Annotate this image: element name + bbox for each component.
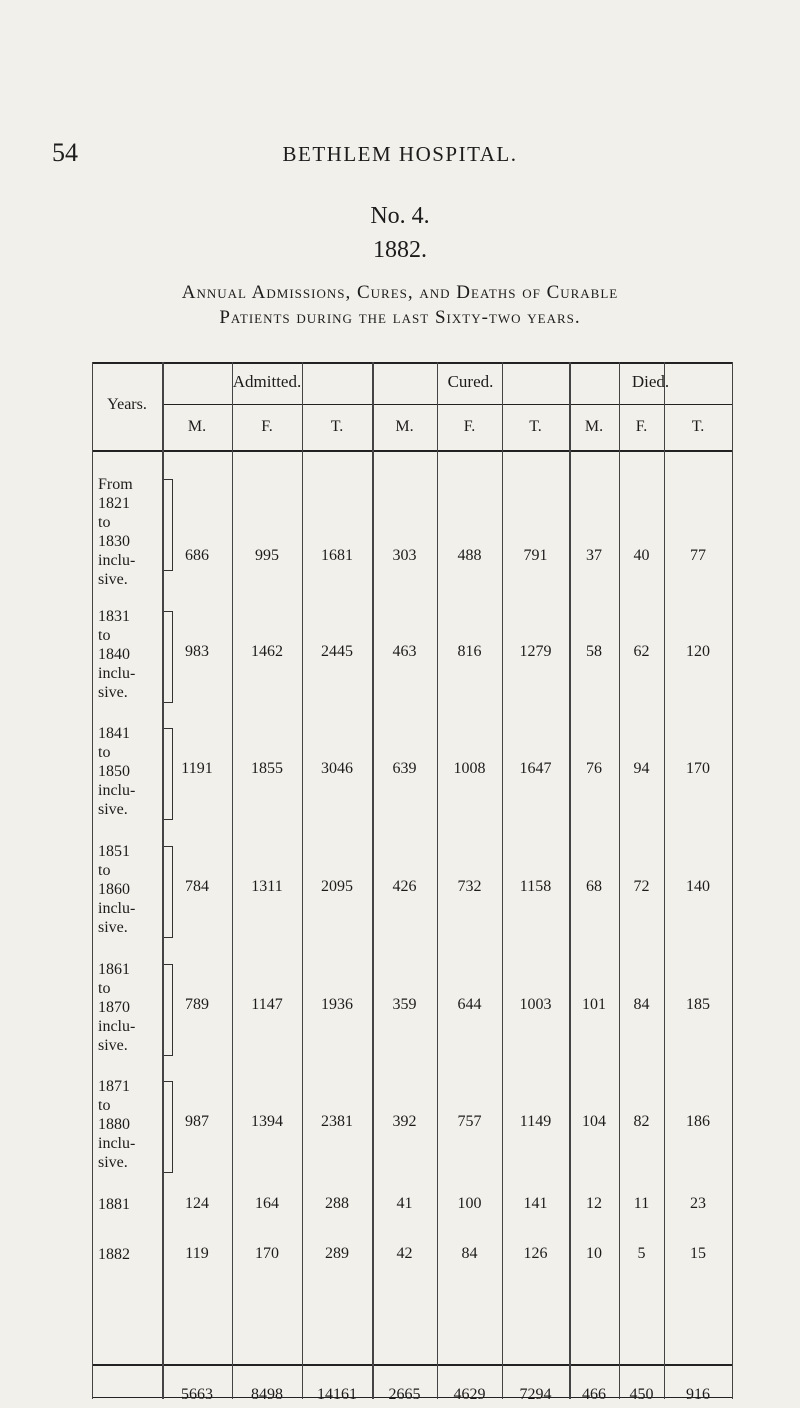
table-cell: 1462	[251, 643, 283, 660]
row-years-line: inclu-	[98, 1135, 136, 1152]
table-cell: 1158	[519, 878, 552, 895]
row-years-line: inclu-	[98, 782, 136, 799]
row-years-line: sive.	[98, 684, 128, 701]
table-cell: 488	[457, 547, 482, 564]
table-cell: 5	[637, 1245, 646, 1262]
table-cell: 1647	[519, 760, 552, 777]
total-cell: 450	[629, 1386, 654, 1403]
row-years-line: sive.	[98, 571, 128, 588]
row-years-line: to	[98, 862, 111, 879]
table-cell: 42	[396, 1245, 413, 1262]
table-cell: 41	[396, 1195, 413, 1212]
running-head: BETHLEM HOSPITAL.	[282, 142, 518, 166]
subcolumn-header: T.	[691, 418, 705, 435]
total-cell: 14161	[317, 1386, 357, 1403]
row-years-line: sive.	[98, 1154, 128, 1171]
table-cell: 40	[633, 547, 650, 564]
row-years	[98, 475, 158, 589]
statistics-table	[92, 362, 732, 1403]
row-years-line: inclu-	[98, 900, 136, 917]
rule-top	[92, 362, 732, 364]
table-cell: 100	[457, 1195, 482, 1212]
table-cell: 732	[457, 878, 482, 895]
table-cell: 124	[185, 1195, 209, 1212]
table-cell: 1681	[321, 547, 353, 564]
subcolumn-header: M.	[187, 418, 207, 435]
row-years	[98, 960, 158, 1055]
row-years-line: to	[98, 744, 111, 761]
table-cell: 784	[185, 878, 209, 895]
total-cell: 7294	[519, 1386, 552, 1403]
table-cell: 72	[633, 878, 650, 895]
years-header: Years.	[107, 396, 147, 413]
table-cell: 1936	[321, 996, 353, 1013]
table-cell: 141	[523, 1195, 548, 1212]
subcolumn-header: T.	[529, 418, 542, 435]
table-cell: 10	[586, 1245, 602, 1262]
total-cell: 8498	[251, 1386, 283, 1403]
table-cell: 164	[255, 1195, 279, 1212]
column-rule	[732, 362, 733, 1399]
row-years-line: inclu-	[98, 1018, 136, 1035]
table-cell: 101	[582, 996, 606, 1013]
row-years-line: 1851	[98, 843, 130, 860]
table-cell: 1191	[181, 760, 213, 777]
table-cell: 463	[392, 643, 417, 660]
table-cell: 289	[325, 1245, 349, 1262]
title-line-2: Patients during the last Sixty-two years.	[219, 307, 581, 328]
group-header: Died.	[631, 372, 670, 391]
table-cell: 426	[392, 878, 417, 895]
row-years-line: to	[98, 980, 111, 997]
row-years-line: inclu-	[98, 552, 136, 569]
table-cell: 1147	[251, 996, 283, 1013]
table-cell: 82	[633, 1113, 650, 1130]
table-cell: 186	[686, 1113, 710, 1130]
table-cell: 1003	[519, 996, 552, 1013]
table-cell: 987	[185, 1113, 209, 1130]
row-years-line: 1821	[98, 495, 130, 512]
table-cell: 288	[325, 1195, 349, 1212]
table-cell: 119	[185, 1245, 209, 1262]
row-years-line: 1831	[98, 608, 130, 625]
row-years-line: 1841	[98, 725, 130, 742]
row-years-line: sive.	[98, 919, 128, 936]
table-cell: 789	[185, 996, 209, 1013]
row-years-line: From	[98, 476, 133, 493]
row-years-line: 1861	[98, 961, 130, 978]
table-cell: 62	[633, 643, 650, 660]
table-cell: 2445	[321, 643, 353, 660]
table-cell: 1394	[251, 1113, 283, 1130]
row-years-line: sive.	[98, 1037, 128, 1054]
table-title	[0, 280, 800, 330]
row-years-line: 1860	[98, 881, 130, 898]
subcolumn-header: T.	[330, 418, 344, 435]
page-number: 54	[52, 138, 78, 167]
subcolumn-header: F.	[635, 418, 648, 435]
table-cell: 757	[457, 1113, 482, 1130]
table-cell: 84	[633, 996, 650, 1013]
row-years	[98, 607, 158, 702]
row-years-line: 1882	[98, 1246, 130, 1263]
total-cell: 466	[582, 1386, 606, 1403]
table-cell: 185	[686, 996, 710, 1013]
table-cell: 995	[255, 547, 279, 564]
table-cell: 303	[392, 547, 417, 564]
table-cell: 126	[523, 1245, 548, 1262]
table-cell: 120	[686, 643, 710, 660]
table-cell: 11	[633, 1195, 650, 1212]
rule-subheader	[162, 404, 732, 405]
row-years-line: sive.	[98, 801, 128, 818]
row-years-line: to	[98, 514, 111, 531]
table-cell: 68	[586, 878, 602, 895]
rule-totals	[92, 1364, 732, 1366]
subcolumn-header: F.	[463, 418, 476, 435]
row-years	[98, 1245, 158, 1264]
table-cell: 392	[392, 1113, 417, 1130]
table-number: No. 4.	[370, 203, 430, 229]
table-cell: 686	[185, 547, 209, 564]
table-cell: 23	[690, 1195, 706, 1212]
total-cell: 5663	[181, 1386, 213, 1403]
table-cell: 2095	[321, 878, 353, 895]
table-cell: 1311	[251, 878, 283, 895]
subcolumn-header: M.	[395, 418, 414, 435]
row-years-line: to	[98, 627, 111, 644]
row-years-line: inclu-	[98, 665, 136, 682]
row-years-line: to	[98, 1097, 111, 1114]
row-years-line: 1881	[98, 1196, 130, 1213]
row-years	[98, 724, 158, 819]
table-year: 1882.	[373, 237, 427, 263]
table-cell: 140	[686, 878, 710, 895]
table-cell: 12	[586, 1195, 602, 1212]
total-cell: 2665	[388, 1386, 421, 1403]
column-rule	[92, 362, 93, 1399]
group-header: Cured.	[447, 372, 494, 391]
table-cell: 1855	[251, 760, 283, 777]
table-cell: 1149	[519, 1113, 552, 1130]
table-cell: 76	[586, 760, 602, 777]
table-cell: 170	[255, 1245, 279, 1262]
row-years	[98, 1195, 158, 1214]
table-cell: 2381	[321, 1113, 353, 1130]
table-cell: 644	[457, 996, 482, 1013]
table-cell: 58	[586, 643, 602, 660]
rule-header-bottom	[92, 450, 732, 452]
total-cell: 916	[686, 1386, 710, 1403]
row-years-line: 1840	[98, 646, 130, 663]
table-cell: 94	[633, 760, 650, 777]
group-header: Admitted.	[232, 372, 302, 391]
row-years	[98, 1077, 158, 1172]
table-cell: 359	[392, 996, 417, 1013]
table-cell: 983	[185, 643, 209, 660]
row-years-line: 1880	[98, 1116, 130, 1133]
subcolumn-header: M.	[584, 418, 604, 435]
page-header	[0, 138, 800, 178]
table-cell: 170	[686, 760, 710, 777]
row-years-line: 1871	[98, 1078, 130, 1095]
table-cell: 1279	[519, 643, 552, 660]
table-cell: 3046	[321, 760, 353, 777]
title-line-1: Annual Admissions, Cures, and Deaths of Curable	[181, 282, 619, 303]
table-cell: 15	[690, 1245, 706, 1262]
total-cell: 4629	[453, 1386, 486, 1403]
row-years	[98, 842, 158, 937]
table-cell: 77	[690, 547, 706, 564]
table-cell: 639	[392, 760, 417, 777]
table-cell: 791	[523, 547, 548, 564]
table-cell: 816	[457, 643, 482, 660]
table-cell: 1008	[453, 760, 486, 777]
table-cell: 84	[461, 1245, 478, 1262]
row-years-line: 1830	[98, 533, 130, 550]
table-cell: 104	[582, 1113, 606, 1130]
subcolumn-header: F.	[261, 418, 273, 435]
row-years-line: 1850	[98, 763, 130, 780]
table-cell: 37	[586, 547, 602, 564]
row-years-line: 1870	[98, 999, 130, 1016]
